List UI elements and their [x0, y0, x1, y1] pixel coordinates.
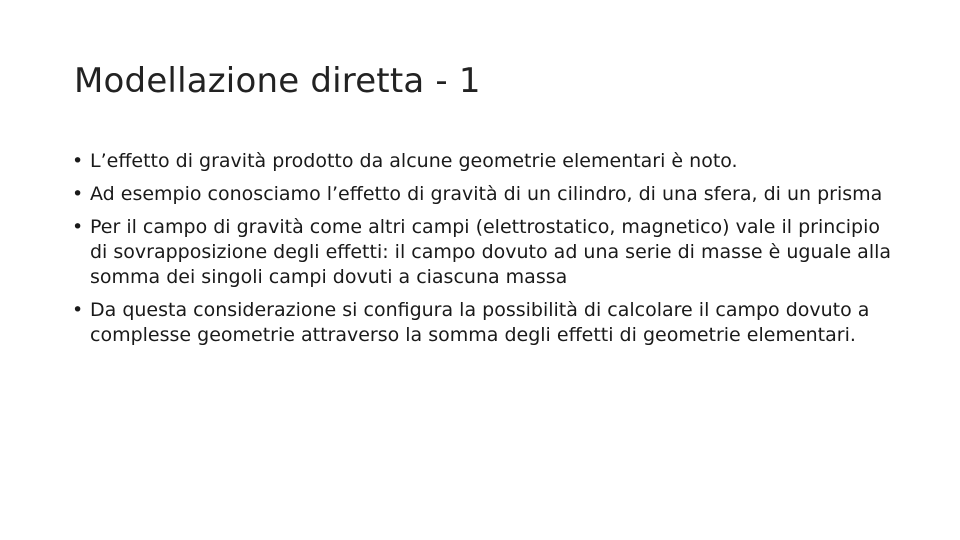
- bullet-text: Ad esempio conosciamo l’effetto di gravità di un cilindro, di una sfera, di un prisma: [90, 183, 883, 205]
- bullet-icon: •: [72, 150, 84, 172]
- bullet-item: [72, 149, 902, 174]
- bullet-list: [72, 149, 902, 356]
- bullet-item: [72, 215, 902, 290]
- slide-title: Modellazione diretta - 1: [74, 61, 481, 101]
- bullet-icon: •: [72, 183, 84, 205]
- bullet-text: L’effetto di gravità prodotto da alcune geometrie elementari è noto.: [90, 150, 738, 172]
- bullet-item: [72, 182, 902, 207]
- bullet-text: Per il campo di gravità come altri campi (elettrostatico, magnetico) vale il principio di sovrapposizione degli effetti: il campo dovuto ad una serie di masse è uguale alla somma dei singoli campi dovuti a ciascuna massa: [90, 216, 892, 288]
- bullet-icon: •: [72, 299, 84, 321]
- bullet-icon: •: [72, 216, 84, 238]
- bullet-text: Da questa considerazione si configura la possibilità di calcolare il campo dovuto a complesse geometrie attraverso la somma degli effetti di geometrie elementari.: [90, 299, 870, 346]
- bullet-item: [72, 298, 902, 348]
